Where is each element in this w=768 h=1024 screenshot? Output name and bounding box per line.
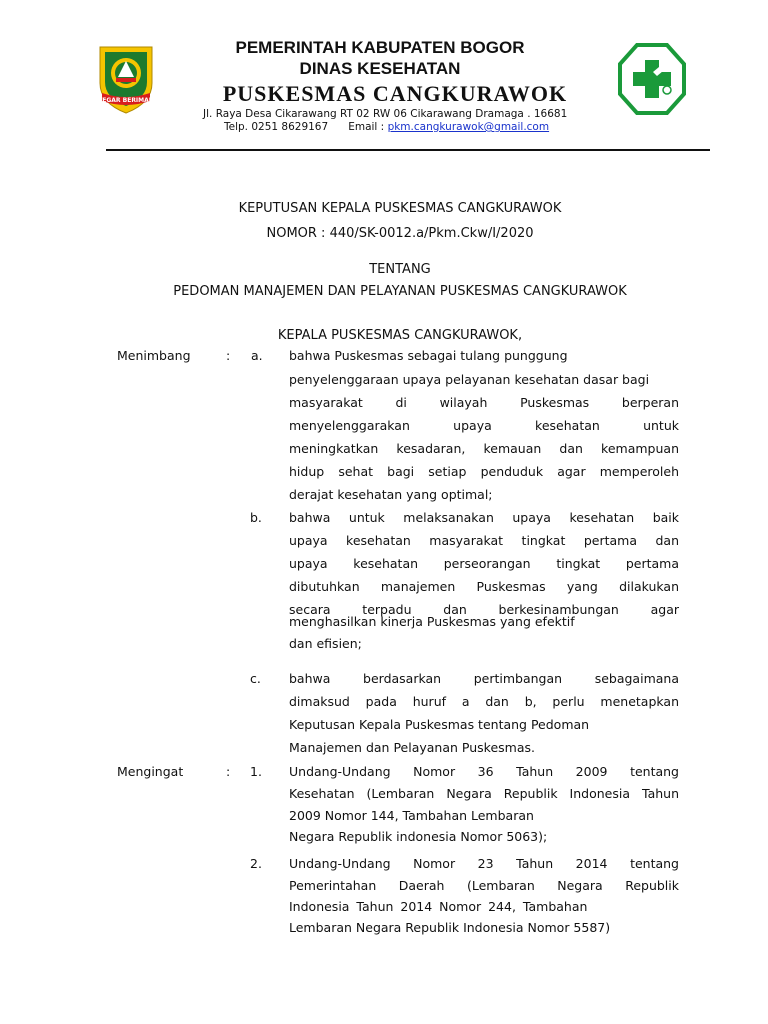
header-email-label: Email : (348, 121, 385, 133)
decree-number: NOMOR : 440/SK-0012.a/Pkm.Ckw/I/2020 (266, 226, 534, 241)
decree-title: KEPUTUSAN KEPALA PUSKESMAS CANGKURAWOK (238, 201, 562, 216)
mengingat-marker-2: 2. (250, 856, 262, 871)
mengingat-colon: : (226, 764, 231, 779)
decree-subject: PEDOMAN MANAJEMEN DAN PELAYANAN PUSKESMAS CANGKURAWOK (173, 284, 627, 299)
mengingat-2-line: Pemerintahan Daerah (Lembaran Negara Republik (289, 878, 679, 893)
menimbang-a-line: derajat kesehatan yang optimal; (289, 487, 493, 502)
menimbang-c-line: dimaksud pada huruf a dan b, perlu menetapkan (289, 694, 679, 709)
kabupaten-bogor-logo (94, 43, 158, 115)
header-department: DINAS KESEHATAN (299, 59, 461, 78)
mengingat-1-line: Negara Republik indonesia Nomor 5063); (289, 829, 548, 844)
menimbang-c-line: bahwa berdasarkan pertimbangan sebagaimana (289, 671, 679, 686)
menimbang-a-line: hidup sehat bagi setiap penduduk agar memperoleh (289, 464, 679, 479)
menimbang-marker-a: a. (251, 348, 263, 363)
menimbang-a-line: bahwa Puskesmas sebagai tulang punggung (289, 348, 568, 363)
header-contact (224, 121, 549, 133)
menimbang-a-line: menyelenggarakan upaya kesehatan untuk (289, 418, 679, 433)
header-phone: Telp. 0251 8629167 (224, 121, 329, 133)
menimbang-b-line: secara terpadu dan berkesinambungan agar (289, 602, 679, 617)
menimbang-b-line: menghasilkan kinerja Puskesmas yang efektif (289, 614, 575, 629)
header-divider (106, 149, 710, 151)
mengingat-2-line: Indonesia Tahun 2014 Nomor 244, Tambahan (289, 899, 588, 914)
menimbang-a-line: penyelenggaraan upaya pelayanan kesehatan dasar bagi (289, 372, 650, 387)
mengingat-label: Mengingat (117, 764, 184, 779)
header-government: PEMERINTAH KABUPATEN BOGOR (235, 38, 525, 57)
menimbang-c-line: Manajemen dan Pelayanan Puskesmas. (289, 740, 535, 755)
menimbang-colon: : (226, 348, 231, 363)
mengingat-1-line: Undang-Undang Nomor 36 Tahun 2009 tentang (289, 764, 679, 779)
menimbang-a-line: meningkatkan kesadaran, kemauan dan kemampuan (289, 441, 679, 456)
mengingat-2-line: Undang-Undang Nomor 23 Tahun 2014 tentang (289, 856, 679, 871)
menimbang-a-line: masyarakat di wilayah Puskesmas berperan (289, 395, 679, 410)
menimbang-b-line: dibutuhkan manajemen Puskesmas yang dilakukan (289, 579, 679, 594)
mengingat-1-line: 2009 Nomor 144, Tambahan Lembaran (289, 808, 534, 823)
mengingat-marker-1: 1. (250, 764, 262, 779)
menimbang-marker-c: c. (250, 671, 261, 686)
header-email-link[interactable]: pkm.cangkurawok@gmail.com (387, 121, 550, 133)
decree-signatory: KEPALA PUSKESMAS CANGKURAWOK, (277, 328, 523, 343)
menimbang-b-line: upaya kesehatan perseorangan tingkat pertama (289, 556, 679, 571)
menimbang-c-line: Keputusan Kepala Puskesmas tentang Pedoman (289, 717, 590, 732)
mengingat-2-line: Lembaran Negara Republik Indonesia Nomor 5587) (289, 920, 611, 935)
menimbang-b-line: dan efisien; (289, 636, 362, 651)
menimbang-marker-b: b. (250, 510, 262, 525)
header-institution: PUSKESMAS CANGKURAWOK (222, 81, 568, 106)
mengingat-1-line: Kesehatan (Lembaran Negara Republik Indonesia Tahun (289, 786, 679, 801)
header-address: Jl. Raya Desa Cikarawang RT 02 RW 06 Cikarawang Dramaga . 16681 (203, 108, 568, 120)
menimbang-b-line: bahwa untuk melaksanakan upaya kesehatan baik (289, 510, 679, 525)
menimbang-b-line: upaya kesehatan masyarakat tingkat pertama dan (289, 533, 679, 548)
puskesmas-logo (617, 42, 687, 116)
decree-about-label: TENTANG (369, 262, 431, 277)
svg-text:TEGAR BERIMAN: TEGAR BERIMAN (98, 97, 154, 104)
menimbang-label: Menimbang (117, 348, 191, 363)
